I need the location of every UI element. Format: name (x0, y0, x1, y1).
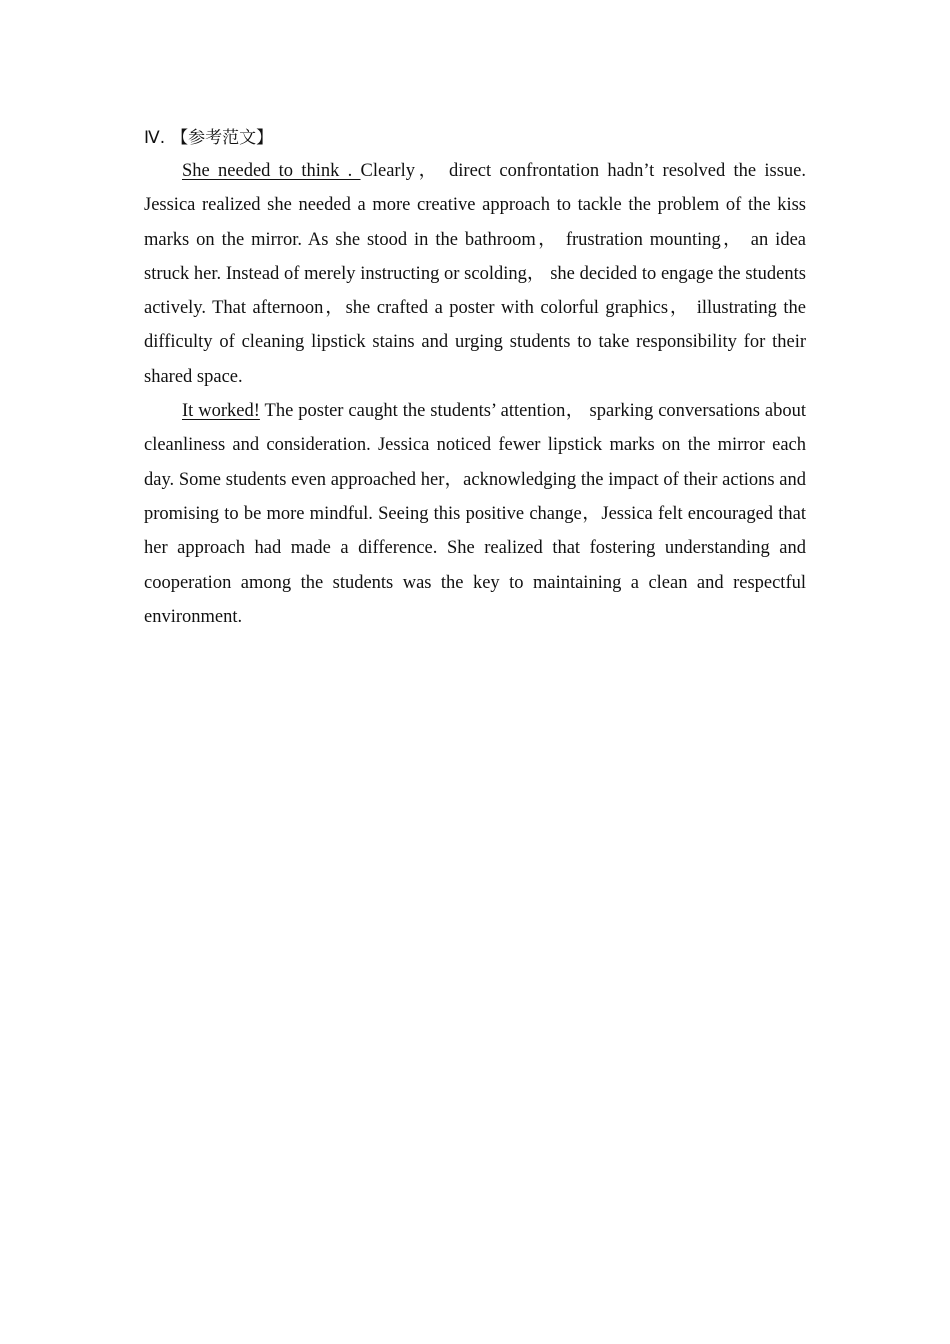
paragraph-2 (144, 394, 806, 634)
paragraph-1-body: Clearly， direct confrontation hadn’t resolved the issue. Jessica realized she needed a more creative approach to tackle the problem of the kiss marks on the mirror. As she stood in the bathroom， frustration mounting， an idea struck her. Instead of merely instructing or scolding， she decided to engage the students actively. That afternoon，she crafted a poster with colorful graphics， illustrating the difficulty of cleaning lipstick stains and urging students to take responsibility for their shared space. (144, 161, 806, 387)
paragraph-2-body: The poster caught the students’ attention， sparking conversations about cleanliness and consideration. Jessica noticed fewer lipstick marks on the mirror each day. Some students even approached her，acknowledging the impact of their actions and promising to be more mindful. Seeing this positive change，Jessica felt encouraged that her approach had made a difference. She realized that fostering understanding and cooperation among the students was the key to maintaining a clean and respectful environment. (144, 401, 806, 627)
paragraph-2-lead: It worked! (182, 401, 260, 422)
paragraph-1-lead: She needed to think . (182, 161, 361, 181)
section-heading (144, 120, 806, 154)
section-numeral: Ⅳ. (144, 128, 166, 148)
document-page (144, 120, 806, 634)
paragraph-1 (144, 154, 806, 394)
section-title: 【参考范文】 (171, 128, 274, 148)
